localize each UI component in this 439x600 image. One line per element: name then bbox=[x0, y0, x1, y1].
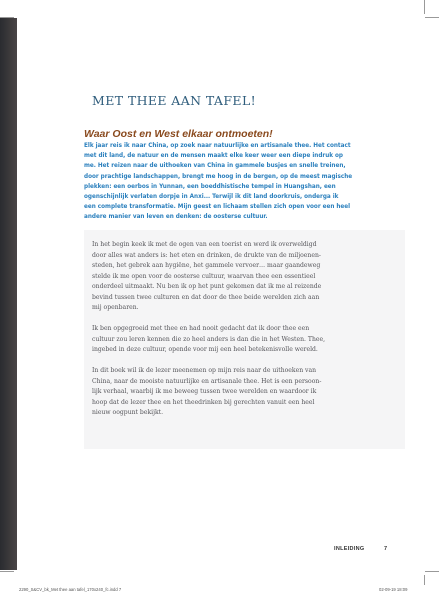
body-line: hoop dat de lezer thee en het theedrinken bij gerechten vanuit een heel bbox=[92, 398, 315, 406]
intro-line: een complete transformatie. Mijn geest en lichaam stellen zich open voor een heel bbox=[84, 204, 351, 211]
body-line: onderdeel uitmaakt. Nu ben ik op het punt gekomen dat ik me al reizende bbox=[92, 283, 322, 290]
body-line: In dit boek wil ik de lezer meenemen op mijn reis naar de uithoeken van bbox=[92, 367, 317, 374]
intro-line: ogenschijnlijk verlaten dorpje in Anxi... Terwijl ik dit land doorkruis, onderga ik bbox=[84, 194, 339, 201]
trim-mark bbox=[425, 571, 439, 572]
body-line: lijk verhaal, waarbij ik me beweeg tussen twee werelden en waardoor ik bbox=[92, 388, 317, 395]
page-title: MET THEE AAN TAFEL! bbox=[92, 93, 257, 108]
intro-line: met dit land, de natuur en de mensen maakt elke keer weer een diepe indruk op bbox=[84, 153, 343, 160]
trim-mark bbox=[424, 0, 425, 14]
body-line: cultuur zou leren kennen die zo heel anders is dan die in het Westen. Thee, bbox=[92, 335, 326, 343]
intro-line: Elk jaar reis ik naar China, op zoek naar natuurlijke en artisanale thee. Het contact bbox=[84, 143, 351, 149]
intro-line: andere manier van leven en denken: de oosterse cultuur. bbox=[84, 214, 268, 221]
body-paragraph bbox=[92, 366, 404, 419]
body-line: ingebed in deze cultuur, opende voor mij een heel betekenisvolle wereld. bbox=[92, 346, 318, 353]
footer-section-label: INLEIDING bbox=[334, 546, 365, 552]
page-subtitle: Waar Oost en West elkaar ontmoeten! bbox=[84, 128, 273, 140]
intro-line: plekken: een oerbos in Yunnan, een boeddhistische tempel in Huangshan, een bbox=[84, 183, 336, 190]
body-line: door alles wat anders is: het eten en drinken, de drukte van de miljoenen- bbox=[92, 251, 321, 259]
body-line: nieuw oogpunt bekijkt. bbox=[92, 409, 164, 416]
body-text bbox=[92, 240, 404, 429]
page-number: 7 bbox=[384, 546, 388, 552]
body-line: Ik ben opgegroeid met thee en had nooit gedacht dat ik door thee een bbox=[92, 325, 310, 332]
intro-paragraph bbox=[84, 141, 414, 223]
intro-line: me. Het reizen naar de uithoeken van China in gammele busjes en snelle treinen, bbox=[84, 163, 346, 170]
trim-mark bbox=[0, 17, 14, 18]
print-slug-date: 02-09-19 18:09 bbox=[379, 587, 408, 592]
body-line: bevind tussen twee culturen en dat door de thee beide werelden zich aan bbox=[92, 293, 320, 301]
intro-line: door prachtige landschappen, brengt me hoog in de bergen, op de meest magische bbox=[84, 173, 353, 180]
body-paragraph bbox=[92, 240, 404, 314]
trim-mark bbox=[425, 17, 439, 18]
body-line: China, naar de mooiste natuurlijke en artisanale thee. Het is een persoon- bbox=[92, 377, 322, 385]
trim-mark bbox=[0, 571, 14, 572]
print-slug-file: 2290_S&CV_bk_Met thee aan tafel_170x240_fc.indd 7 bbox=[19, 587, 122, 592]
body-paragraph bbox=[92, 324, 404, 356]
trim-mark bbox=[424, 575, 425, 585]
book-spine-edge bbox=[0, 18, 17, 570]
body-line: stelde ik me open voor de oosterse cultuur, waarvan thee een essentieel bbox=[92, 272, 316, 280]
body-line: steden, het gebrek aan hygiëne, het gammele vervoer… maar gaandeweg bbox=[92, 262, 321, 269]
body-line: In het begin keek ik met de ogen van een toerist en werd ik overweldigd bbox=[92, 241, 317, 248]
body-line: mij openbaren. bbox=[92, 304, 139, 311]
